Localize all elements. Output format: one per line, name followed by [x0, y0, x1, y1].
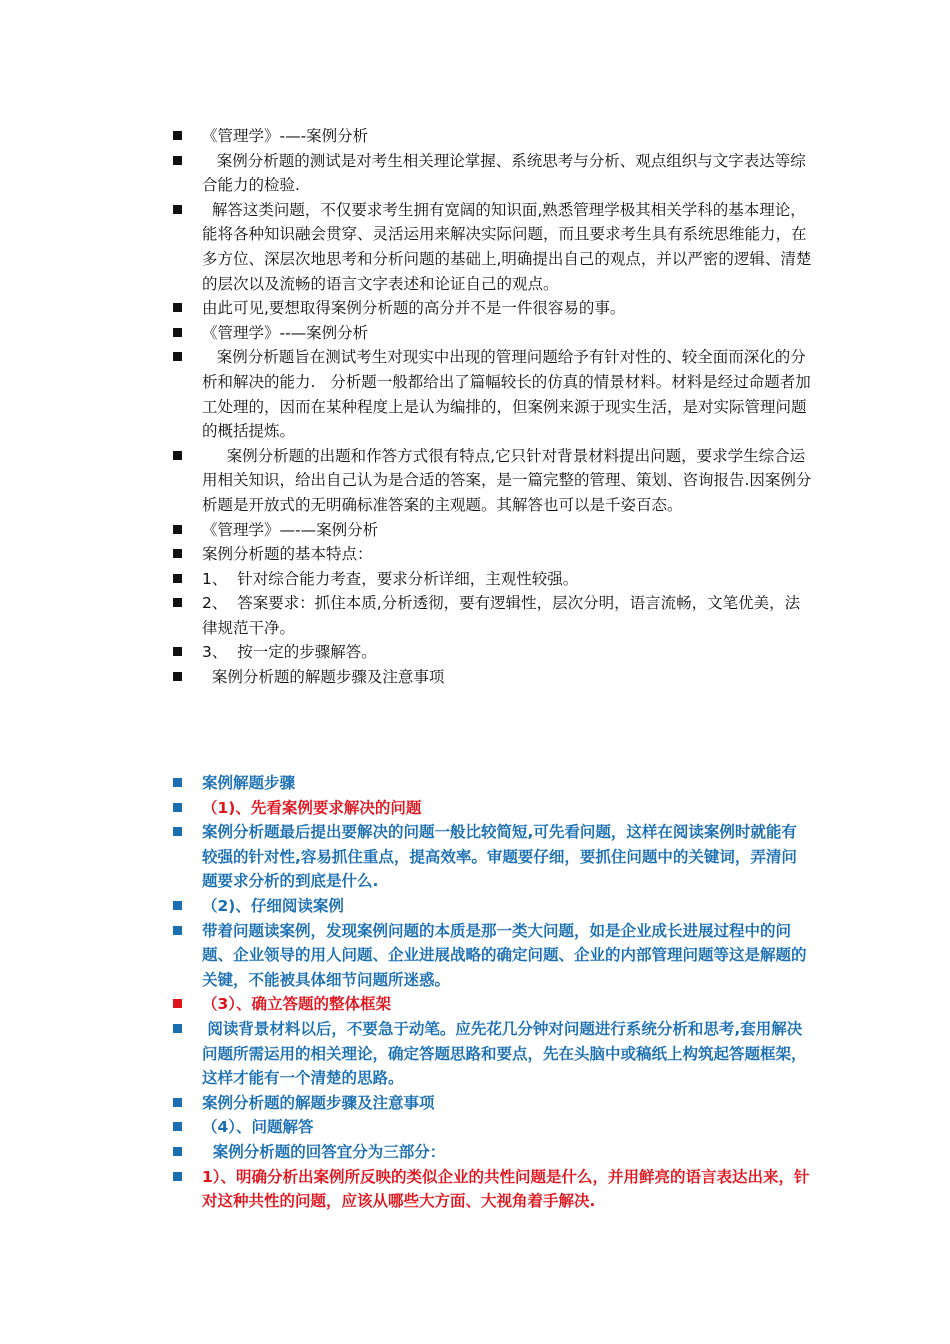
list-item	[172, 1165, 812, 1214]
square-bullet-icon	[173, 1098, 182, 1107]
list-item-text: 2、 答案要求：抓住本质,分析透彻，要有逻辑性，层次分明，语言流畅，文笔优美，法律规范干净。	[202, 594, 801, 637]
square-bullet-icon	[173, 1172, 182, 1181]
square-bullet-icon	[173, 352, 182, 361]
square-bullet-icon	[173, 672, 182, 681]
list-item	[172, 1091, 812, 1116]
square-bullet-icon	[173, 827, 182, 836]
square-bullet-icon	[173, 1122, 182, 1131]
list-item-text: 1、 针对综合能力考查，要求分析详细，主观性较强。	[202, 569, 579, 588]
square-bullet-icon	[173, 549, 182, 558]
square-bullet-icon	[173, 926, 182, 935]
list-item	[172, 665, 812, 690]
list-item	[172, 124, 812, 149]
list-item-text: 案例分析题的解题步骤及注意事项	[202, 1093, 435, 1112]
list-item-text: （4）、问题解答	[202, 1118, 314, 1137]
list-item	[172, 345, 812, 443]
list-item-text: 《管理学》—-—案例分析	[202, 520, 379, 539]
bullet-list-section-2	[172, 771, 812, 1214]
list-item	[172, 542, 812, 567]
square-bullet-icon	[173, 901, 182, 910]
list-item-text: 案例分析题的出题和作答方式很有特点,它只针对背景材料提出问题，要求学生综合运用相关知识，给出自己认为是合适的答案，是一篇完整的管理、策划、咨询报告.因案例分析题是开放式的无明确标准答案的主观题。其解答也可以是千姿百态。	[202, 446, 812, 514]
list-item	[172, 919, 812, 993]
bullet-list-section-1	[172, 124, 812, 690]
list-item-text: （2)、仔细阅读案例	[202, 896, 344, 915]
list-item	[172, 591, 812, 640]
square-bullet-icon	[173, 451, 182, 460]
square-bullet-icon	[173, 574, 182, 583]
list-item-text: 带着问题读案例，发现案例问题的本质是那一类大问题，如是企业成长进展过程中的问题、企业领导的用人问题、企业进展战略的确定问题、企业的内部管理问题等这是解题的关键，不能被具体细节问题所迷惑。	[202, 921, 807, 989]
list-item	[172, 567, 812, 592]
list-item-text: 案例分析题的回答宜分为三部分：	[202, 1142, 446, 1161]
list-item	[172, 198, 812, 296]
list-item-text: （1)、先看案例要求解决的问题	[202, 798, 422, 817]
list-item-text: 1）、明确分析出案例所反映的类似企业的共性问题是什么，并用鲜亮的语言表达出来，针对这种共性的问题，应该从哪些大方面、大视角着手解决.	[202, 1167, 810, 1211]
list-item	[172, 1140, 812, 1165]
square-bullet-icon	[173, 778, 182, 787]
list-item-text: 解答这类问题，不仅要求考生拥有宽阔的知识面,熟悉管理学极其相关学科的基本理论，能将各种知识融会贯穿、灵活运用来解决实际问题，而且要求考生具有系统思维能力，在多方位、深层次地思考和分析问题的基础上,明确提出自己的观点，并以严密的逻辑、清楚的层次以及流畅的语言文字表述和论证自己的观点。	[202, 200, 812, 293]
list-item	[172, 1017, 812, 1091]
square-bullet-icon	[173, 205, 182, 214]
square-bullet-icon	[173, 156, 182, 165]
list-item	[172, 149, 812, 198]
list-item	[172, 796, 812, 821]
list-item	[172, 894, 812, 919]
square-bullet-icon	[173, 303, 182, 312]
square-bullet-icon	[173, 328, 182, 337]
list-item	[172, 992, 812, 1017]
square-bullet-icon	[173, 1147, 182, 1156]
square-bullet-icon	[173, 999, 182, 1008]
square-bullet-icon	[173, 131, 182, 140]
list-item-text: （3）、确立答题的整体框架	[202, 995, 392, 1014]
list-item	[172, 1115, 812, 1140]
list-item-text: 《管理学》-—-案例分析	[202, 127, 369, 145]
list-item-text: 由此可见,要想取得案例分析题的高分并不是一件很容易的事。	[202, 299, 626, 318]
list-item-text: 案例分析题的测试是对考生相关理论掌握、系统思考与分析、观点组织与文字表达等综合能力的检验.	[202, 151, 806, 195]
list-item-text: 案例分析题旨在测试考生对现实中出现的管理问题给予有针对性的、较全面而深化的分析和解决的能力. 分析题一般都给出了篇幅较长的仿真的情景材料。材料是经过命题者加工处理的，因而在某种程度上是认为编排的，但案例来源于现实生活，是对实际管理问题的概括提炼。	[202, 348, 811, 441]
list-item-text: 《管理学》--—案例分析	[202, 323, 369, 342]
list-item	[172, 771, 812, 796]
list-item	[172, 444, 812, 518]
list-item	[172, 518, 812, 543]
list-item	[172, 321, 812, 346]
list-item-text: 案例分析题的基本特点：	[202, 545, 373, 564]
square-bullet-icon	[173, 598, 182, 607]
square-bullet-icon	[173, 1024, 182, 1033]
list-item-text: 案例解题步骤	[202, 774, 296, 792]
list-item-text: 案例分析题的解题步骤及注意事项	[202, 668, 445, 687]
list-item	[172, 640, 812, 665]
square-bullet-icon	[173, 525, 182, 534]
list-item	[172, 820, 812, 894]
square-bullet-icon	[173, 647, 182, 656]
list-item-text: 案例分析题最后提出要解决的问题一般比较简短,可先看问题，这样在阅读案例时就能有较强的针对性,容易抓住重点，提高效率。审题要仔细，要抓住问题中的关键词，弄清问题要求分析的到底是什么.	[202, 823, 797, 891]
list-item	[172, 296, 812, 321]
list-item-text: 3、 按一定的步骤解答。	[202, 643, 377, 662]
list-item-text: 阅读背景材料以后，不要急于动笔。应先花几分钟对问题进行系统分析和思考,套用解决问题所需运用的相关理论，确定答题思路和要点，先在头脑中或稿纸上构筑起答题框架，这样才能有一个清楚的思路。	[202, 1019, 807, 1088]
square-bullet-icon	[173, 803, 182, 812]
